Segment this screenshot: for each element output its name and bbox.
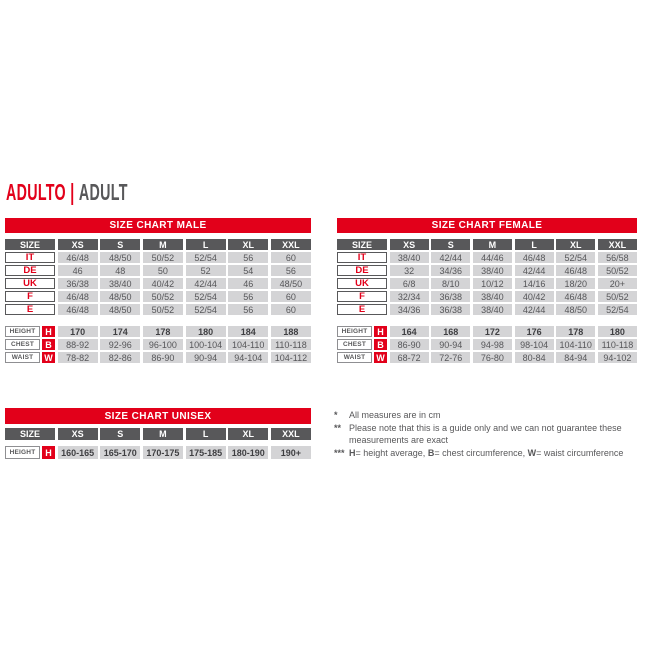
measure-cell: 174 [100,326,140,337]
size-cell: 34/36 [390,304,429,315]
note-text [349,447,623,460]
note-desc-b: = chest circumference, [434,448,528,459]
size-cell: 42/44 [186,278,226,289]
measure-name-height: HEIGHT [5,446,40,459]
column-header-xl: XL [556,239,595,250]
size-cell: 48/50 [100,252,140,263]
measure-cell: 160-165 [58,446,98,459]
section-spacer [5,317,311,324]
size-cell: 46/48 [515,252,554,263]
unisex-table-grid [5,428,311,459]
size-cell: 10/12 [473,278,512,289]
size-cell: 34/36 [431,265,470,276]
measure-cell: 72-76 [431,352,470,363]
page-title-separator: | [70,179,75,205]
size-cell: 52/54 [556,252,595,263]
measure-cell: 76-80 [473,352,512,363]
size-cell: 50/52 [598,291,637,302]
size-cell: 60 [271,304,311,315]
measure-cell: 164 [390,326,429,337]
column-header-l: L [515,239,554,250]
row-label-e: E [337,304,387,315]
measure-row-label-waist [337,352,387,363]
measure-key-badge-w: W [374,352,387,363]
measure-cell: 165-170 [100,446,140,459]
measure-cell: 188 [271,326,311,337]
size-cell: 36/38 [431,291,470,302]
column-header-l: L [186,428,226,440]
size-cell: 56 [228,252,268,263]
measure-cell: 110-118 [598,339,637,350]
size-cell: 46 [228,278,268,289]
row-label-e: E [5,304,55,315]
column-header-s: S [100,239,140,250]
measure-key-badge-b: B [374,339,387,350]
measure-name-height: HEIGHT [5,326,40,337]
measure-cell: 68-72 [390,352,429,363]
measure-cell: 104-112 [271,352,311,363]
size-cell: 40/42 [515,291,554,302]
measure-key-badge-h: H [42,446,55,459]
size-cell: 42/44 [515,265,554,276]
size-cell: 38/40 [473,291,512,302]
note-desc-w: = waist circumference [536,448,624,459]
row-label-uk: UK [337,278,387,289]
column-header-m: M [143,239,183,250]
footnotes [334,409,645,460]
size-cell: 50/52 [598,265,637,276]
measure-cell: 94-104 [228,352,268,363]
note-marker: ** [334,422,342,433]
measure-name-waist: WAIST [337,352,372,363]
size-chart-female-table [337,218,637,363]
size-cell: 52 [186,265,226,276]
measure-cell: 178 [556,326,595,337]
size-cell: 8/10 [431,278,470,289]
measure-name-chest: CHEST [337,339,372,350]
measure-cell: 104-110 [556,339,595,350]
size-cell: 32/34 [390,291,429,302]
size-cell: 48/50 [556,304,595,315]
measure-name-waist: WAIST [5,352,40,363]
measure-cell: 110-118 [271,339,311,350]
size-cell: 50 [143,265,183,276]
row-label-it: IT [5,252,55,263]
measure-row-label-waist [5,352,55,363]
size-cell: 54 [228,265,268,276]
size-cell: 60 [271,252,311,263]
size-cell: 56 [228,304,268,315]
size-cell: 46/48 [58,252,98,263]
page-title [6,181,128,203]
column-header-l: L [186,239,226,250]
measure-cell: 82-86 [100,352,140,363]
measure-key-badge-h: H [42,326,55,337]
note-marker: * [334,410,338,420]
measure-row-label-chest [5,339,55,350]
row-label-de: DE [5,265,55,276]
column-header-xxl: XXL [598,239,637,250]
size-cell: 14/16 [515,278,554,289]
size-cell: 46 [58,265,98,276]
measure-cell: 90-94 [186,352,226,363]
table-title-male: SIZE CHART MALE [5,218,311,233]
column-header-s: S [100,428,140,440]
measure-cell: 90-94 [431,339,470,350]
measure-cell: 170 [58,326,98,337]
size-cell: 46/48 [58,304,98,315]
size-cell: 20+ [598,278,637,289]
note-key-w: W [527,448,537,459]
measure-row-label-height [5,326,55,337]
measure-cell: 96-100 [143,339,183,350]
size-cell: 48/50 [100,291,140,302]
column-header-xxl: XXL [271,239,311,250]
size-cell: 42/44 [431,252,470,263]
size-cell: 36/38 [431,304,470,315]
measure-cell: 168 [431,326,470,337]
measure-row-label-height [5,446,55,459]
note-text: All measures are in cm [349,410,441,420]
size-cell: 56/58 [598,252,637,263]
size-cell: 44/46 [473,252,512,263]
column-header-s: S [431,239,470,250]
column-header-xl: XL [228,428,268,440]
size-cell: 52/54 [186,304,226,315]
size-cell: 50/52 [143,304,183,315]
measure-key-badge-w: W [42,352,55,363]
size-cell: 38/40 [473,265,512,276]
column-header-xs: XS [390,239,429,250]
size-cell: 38/40 [100,278,140,289]
measure-cell: 94-98 [473,339,512,350]
measure-cell: 86-90 [143,352,183,363]
row-label-de: DE [337,265,387,276]
table-title-unisex: SIZE CHART UNISEX [5,408,311,424]
row-label-uk: UK [5,278,55,289]
size-chart-male-table [5,218,311,363]
size-chart-unisex-table [5,408,311,459]
note-key-b: B [427,448,435,459]
measure-cell: 178 [143,326,183,337]
size-cell: 46/48 [556,265,595,276]
measure-cell: 78-82 [58,352,98,363]
size-cell: 48/50 [100,304,140,315]
size-cell: 56 [271,265,311,276]
size-cell: 40/42 [143,278,183,289]
size-cell: 52/54 [598,304,637,315]
size-cell: 18/20 [556,278,595,289]
table-title-female: SIZE CHART FEMALE [337,218,637,233]
column-header-m: M [143,428,183,440]
measure-cell: 170-175 [143,446,183,459]
size-cell: 52/54 [186,291,226,302]
note-marker: *** [334,448,345,459]
male-table-grid [5,239,311,363]
page-title-primary: ADULTO [6,179,66,205]
measure-cell: 88-92 [58,339,98,350]
measure-cell: 180-190 [228,446,268,459]
column-header-xs: XS [58,428,98,440]
size-cell: 50/52 [143,291,183,302]
row-label-f: F [337,291,387,302]
note-desc-h: = height average, [355,448,428,459]
measure-cell: 98-104 [515,339,554,350]
measure-cell: 94-102 [598,352,637,363]
row-label-it: IT [337,252,387,263]
size-cell: 46/48 [58,291,98,302]
size-cell: 46/48 [556,291,595,302]
size-cell: 6/8 [390,278,429,289]
column-header-xs: XS [58,239,98,250]
measure-row-label-chest [337,339,387,350]
measure-key-badge-h: H [374,326,387,337]
size-cell: 32 [390,265,429,276]
measure-name-height: HEIGHT [337,326,372,337]
note-item [334,422,645,447]
row-label-f: F [5,291,55,302]
column-header-size: SIZE [337,239,387,250]
column-header-size: SIZE [5,428,55,440]
measure-cell: 184 [228,326,268,337]
measure-cell: 80-84 [515,352,554,363]
measure-cell: 104-110 [228,339,268,350]
size-cell: 36/38 [58,278,98,289]
note-text: Please note that this is a guide only and we can not guarantee these measurements are exact [349,422,622,446]
column-header-size: SIZE [5,239,55,250]
size-cell: 38/40 [390,252,429,263]
section-spacer [337,317,637,324]
measure-name-chest: CHEST [5,339,40,350]
measure-cell: 180 [598,326,637,337]
size-cell: 60 [271,291,311,302]
size-cell: 50/52 [143,252,183,263]
measure-key-badge-b: B [42,339,55,350]
size-cell: 48/50 [271,278,311,289]
measure-row-label-height [337,326,387,337]
measure-cell: 86-90 [390,339,429,350]
size-cell: 48 [100,265,140,276]
measure-cell: 92-96 [100,339,140,350]
note-item [334,447,645,460]
note-key-h: H [349,448,356,459]
column-header-xl: XL [228,239,268,250]
page-title-secondary: ADULT [78,179,128,205]
measure-cell: 190+ [271,446,311,459]
column-header-xxl: XXL [271,428,311,440]
measure-cell: 176 [515,326,554,337]
measure-cell: 100-104 [186,339,226,350]
size-cell: 56 [228,291,268,302]
size-cell: 42/44 [515,304,554,315]
measure-cell: 84-94 [556,352,595,363]
note-item [334,409,645,422]
size-cell: 52/54 [186,252,226,263]
size-cell: 38/40 [473,304,512,315]
female-table-grid [337,239,637,363]
measure-cell: 172 [473,326,512,337]
column-header-m: M [473,239,512,250]
measure-cell: 180 [186,326,226,337]
measure-cell: 175-185 [186,446,226,459]
